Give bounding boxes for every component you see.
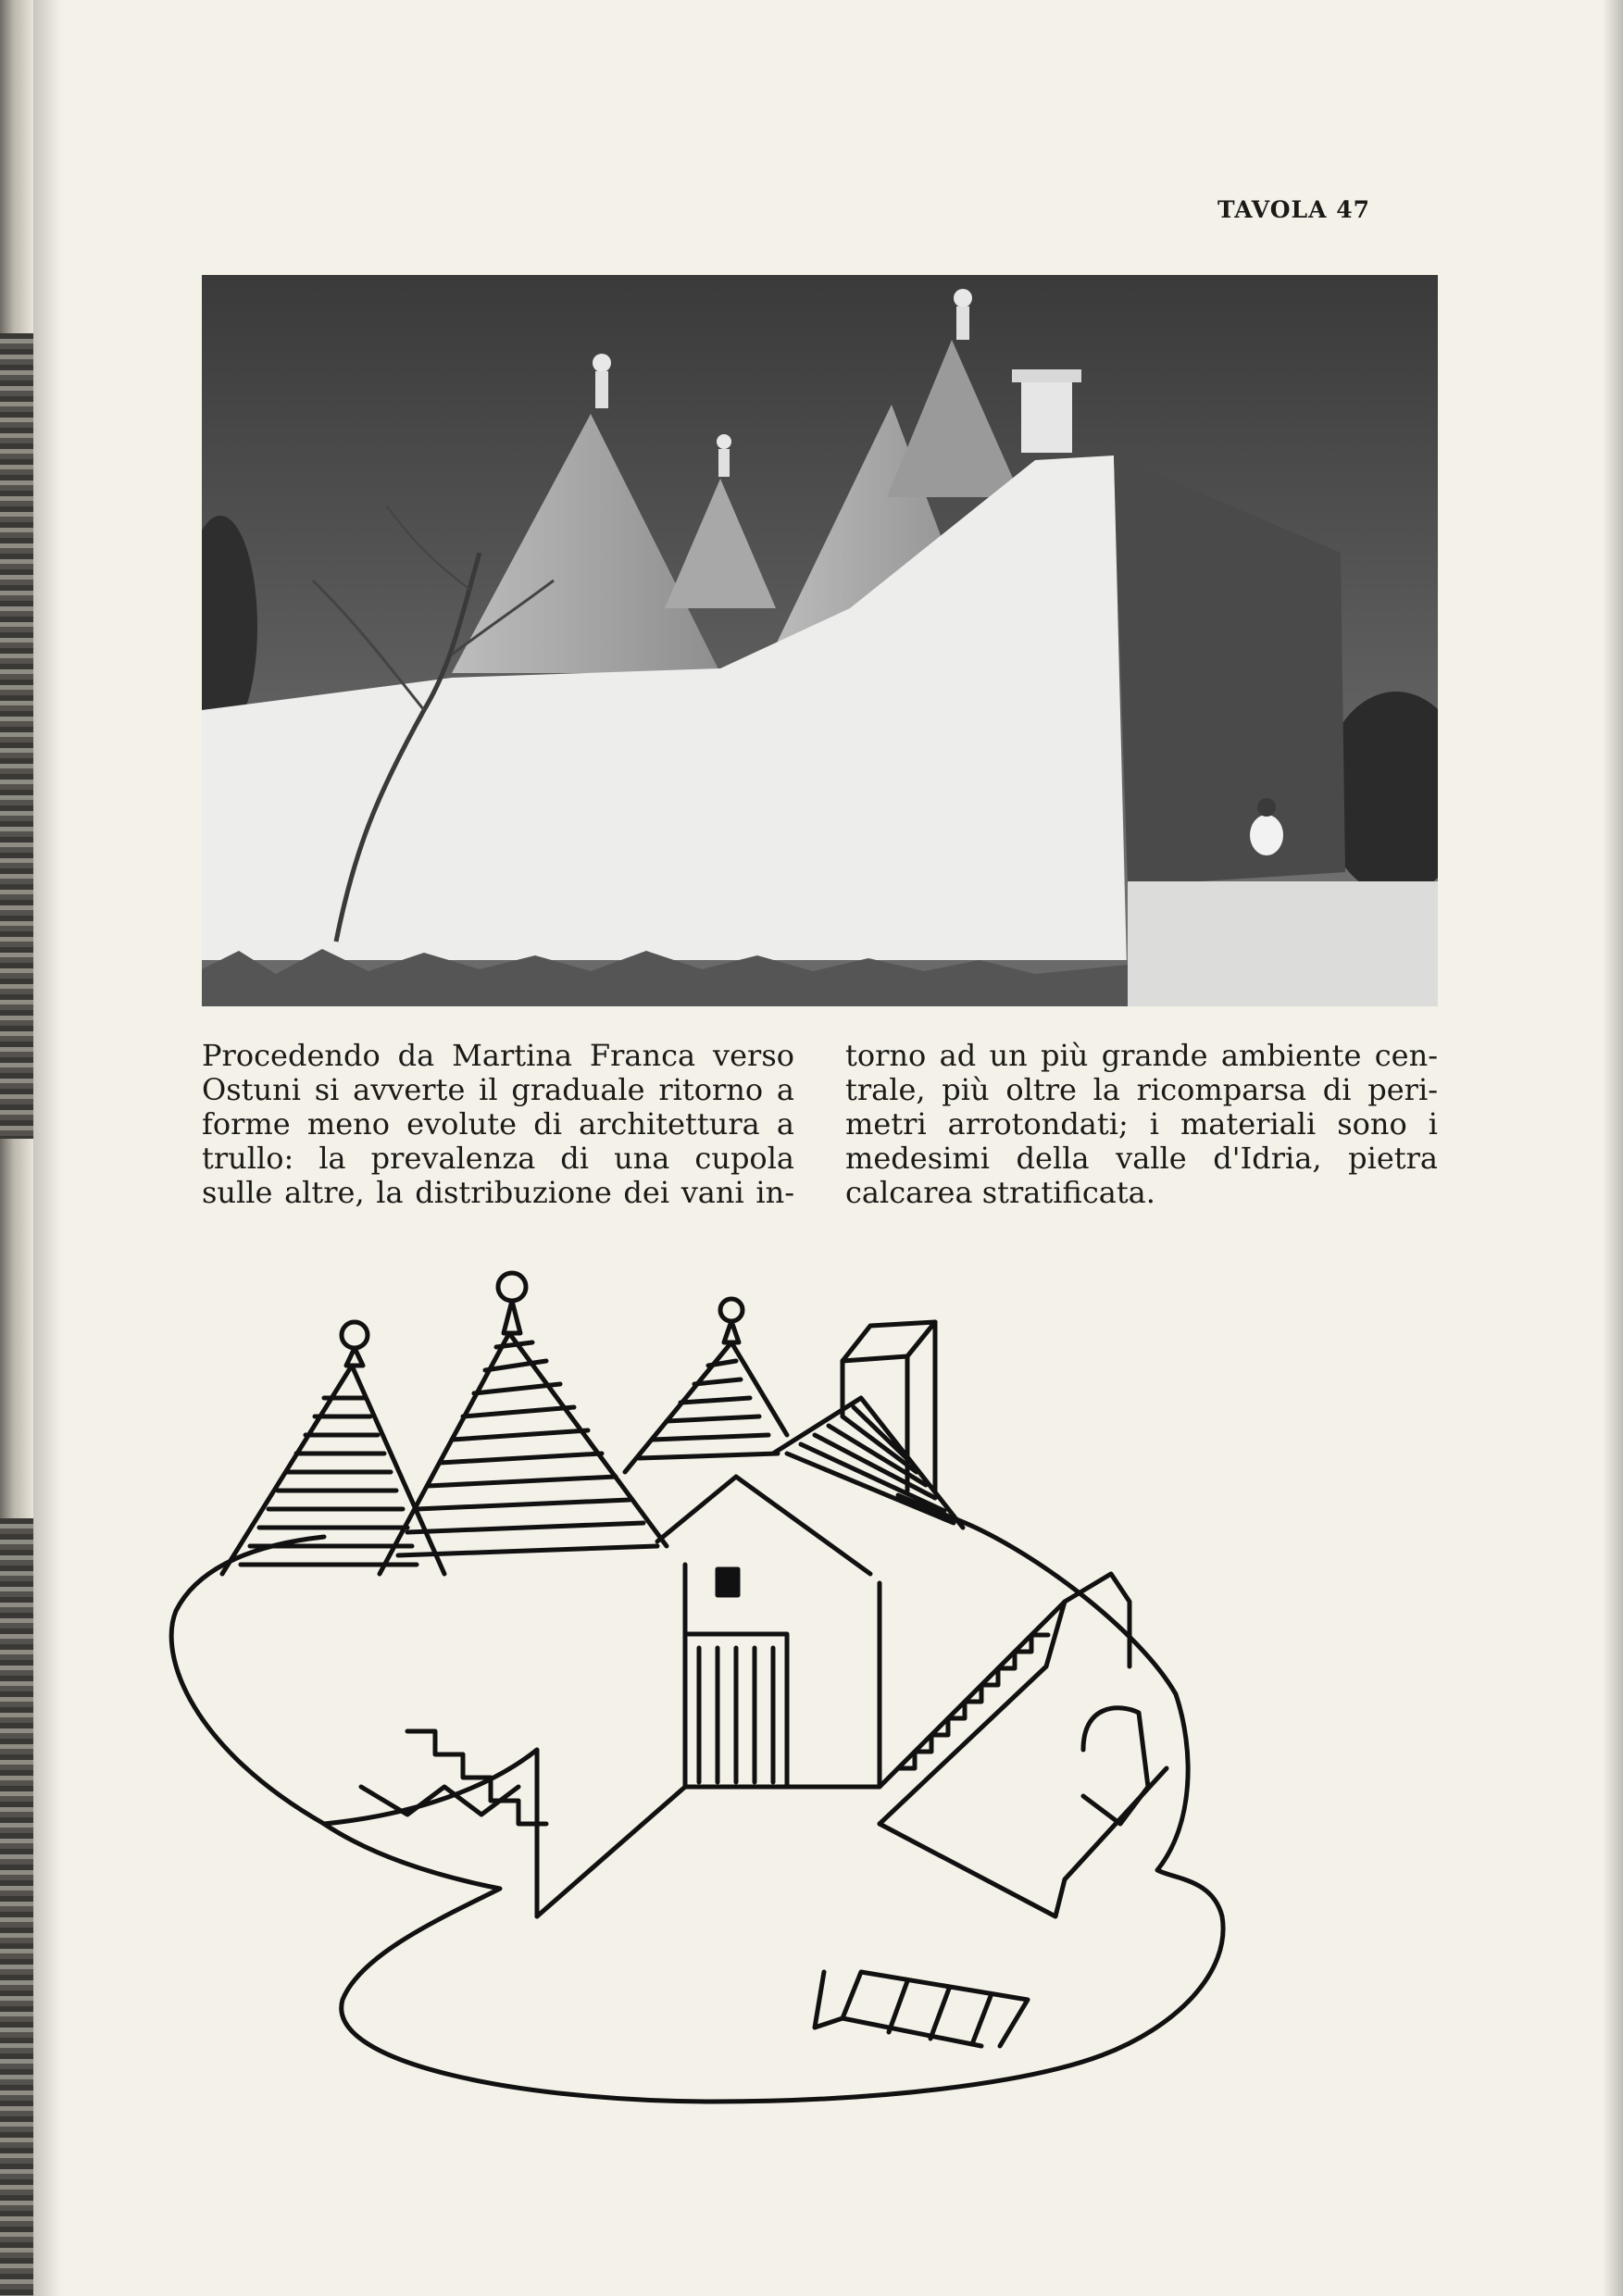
page-shadow bbox=[1603, 0, 1623, 2296]
plate-label: TAVOLA bbox=[1217, 196, 1328, 223]
trullo-line-drawing bbox=[139, 1268, 1342, 2129]
caption-line: sulle altre, la distribuzione dei vani in- bbox=[202, 1175, 794, 1210]
caption-line: trale, più oltre la ricomparsa di peri- bbox=[845, 1072, 1438, 1107]
caption-line: medesimi della valle d'Idria, pietra bbox=[845, 1141, 1438, 1176]
caption-line: Procedendo da Martina Franca verso bbox=[202, 1038, 794, 1073]
caption-line: metri arrotondati; i materiali sono i bbox=[845, 1106, 1438, 1142]
adjacent-page-photo-strip bbox=[0, 1518, 33, 2296]
trulli-photograph bbox=[202, 275, 1438, 1006]
photo-image bbox=[202, 275, 1438, 1006]
caption-line: Ostuni si avverte il graduale ritorno a bbox=[202, 1072, 794, 1107]
plate-number: 47 bbox=[1336, 196, 1370, 223]
drawing-image bbox=[139, 1268, 1342, 2129]
plate-heading bbox=[1213, 196, 1370, 223]
caption-line: calcarea stratificata. bbox=[845, 1175, 1155, 1210]
adjacent-page-photo-strip bbox=[0, 333, 33, 1139]
caption-line: torno ad un più grande ambiente cen- bbox=[845, 1038, 1438, 1073]
caption-line: forme meno evolute di architettura a bbox=[202, 1106, 794, 1142]
caption-right-column bbox=[845, 1039, 1438, 1210]
caption-line: trullo: la prevalenza di una cupola bbox=[202, 1141, 794, 1176]
gutter-shadow bbox=[33, 0, 61, 2296]
caption-left-column bbox=[202, 1039, 794, 1210]
